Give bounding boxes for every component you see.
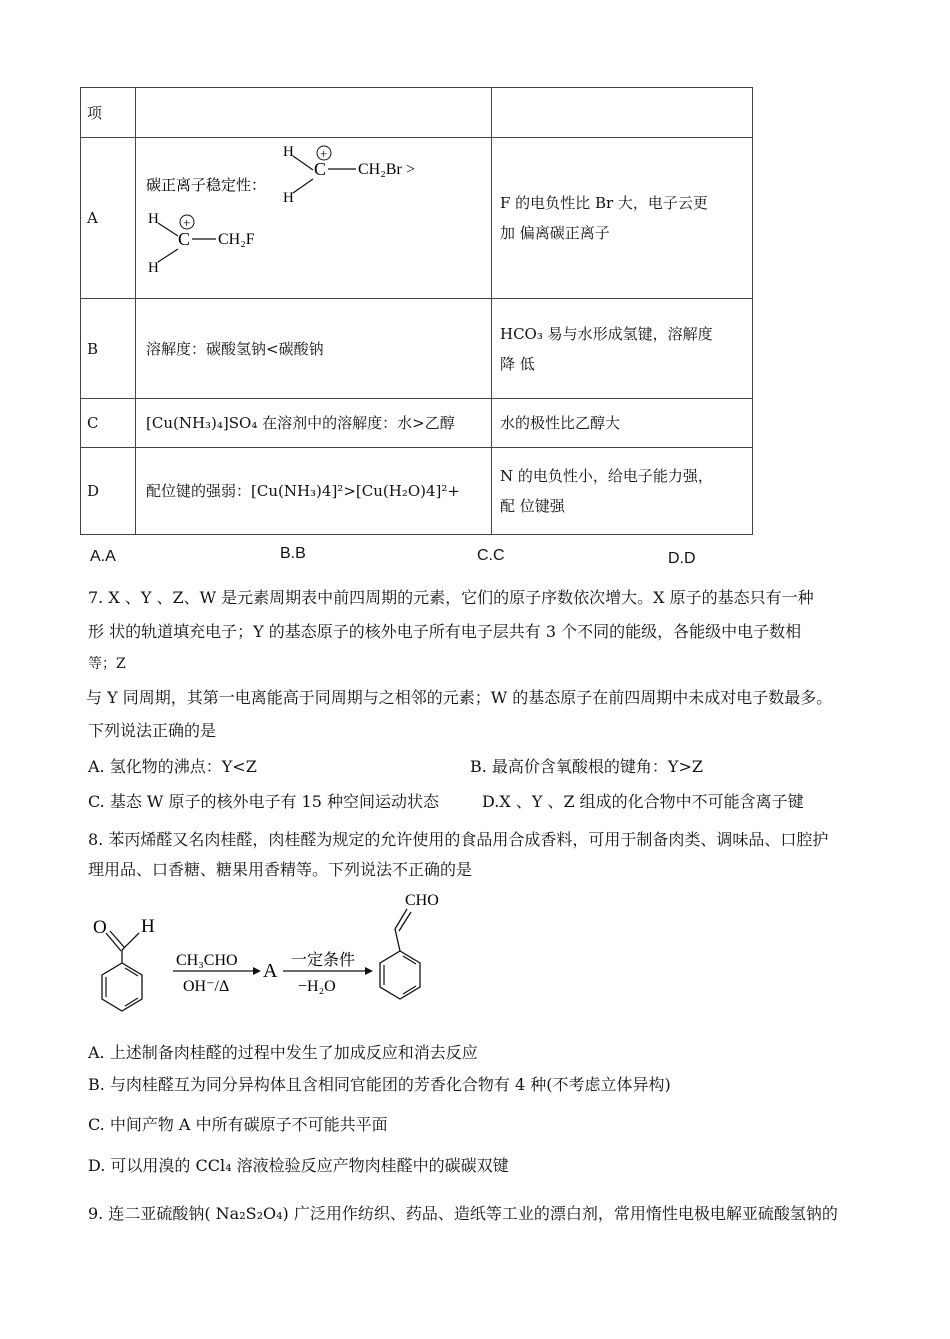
reaction-arrow-2-head — [365, 967, 373, 975]
aldehyde-h-bond — [122, 933, 139, 950]
statement-cell: [Cu(NH₃)₄]SO₄ 在溶剂中的溶解度：水>乙醇 — [136, 399, 492, 448]
ion2-group: CH₂F — [218, 231, 255, 248]
product-benzene-ring — [380, 951, 420, 999]
q7-line: 形 状的轨道填充电子；Y 的基态原子的核外电子所有电子层共有 3 个不同的能级，各能级中电子数相 — [88, 622, 802, 641]
reason-line: 配 位键强 — [500, 497, 565, 515]
q8-line: 理用品、口香糖、糖果用香精等。下列说法不正确的是 — [88, 860, 473, 879]
reagent2-top: 一定条件 — [291, 952, 356, 969]
carbocation-structures — [136, 138, 481, 299]
q8-line: 8. 苯丙烯醛又名肉桂醛，肉桂醛为规定的允许使用的食品用合成香料，可用于制备肉类、调味品、口腔护 — [88, 830, 829, 849]
benzene-ring — [102, 963, 142, 1011]
benzaldehyde-oxygen: O — [93, 917, 107, 938]
q7-line: 7. X 、Y 、Z、W 是元素周期表中前四周期的元素，它们的原子序数依次增大。X 原子的基态只有一种 — [88, 588, 814, 607]
benzaldehyde-hydrogen: H — [141, 916, 155, 937]
q7-option-a[interactable]: A. 氢化物的沸点：Y<Z — [88, 757, 257, 776]
reason-cell — [492, 448, 753, 535]
row-label: B — [81, 299, 136, 399]
q9-line: 9. 连二亚硫酸钠( Na₂S₂O₄) 广泛用作纺织、药品、造纸等工业的漂白剂，常用惰性电极电解亚硫酸氢钠的 — [88, 1204, 838, 1223]
statement-cell: 溶解度：碳酸氢钠<碳酸钠 — [136, 299, 492, 399]
q7-line: 等；Z — [88, 656, 126, 672]
product-bond — [395, 909, 407, 929]
ion1-plus: + — [320, 146, 328, 161]
ion2-h-bottom: H — [148, 260, 159, 276]
statement-prefix: 碳正离子稳定性： — [146, 178, 267, 194]
question-6-table — [80, 87, 753, 535]
q7-option-d[interactable]: D.X 、Y 、Z 组成的化合物中不可能含离子键 — [482, 792, 804, 811]
reason-line: F 的电负性比 Br 大，电子云更 — [500, 194, 708, 212]
header-cell-reason — [492, 88, 753, 138]
q6-option-c[interactable]: C.C — [477, 547, 505, 564]
row-label: D — [81, 448, 136, 535]
q6-option-b[interactable]: B.B — [280, 545, 306, 562]
product-cho: CHO — [405, 892, 439, 909]
q8-option-c[interactable]: C. 中间产物 A 中所有碳原子不可能共平面 — [88, 1115, 388, 1134]
q7-option-b[interactable]: B. 最高价含氧酸根的键角：Y>Z — [470, 757, 704, 776]
header-cell-label: 项 — [81, 88, 136, 138]
reagent1-top: CH₃CHO — [176, 952, 238, 969]
ion1-h-bottom: H — [283, 190, 294, 206]
reaction-arrow-1-head — [253, 967, 261, 975]
ion1-h-top: H — [283, 144, 294, 160]
table-row-c — [81, 399, 753, 448]
row-label: A — [81, 138, 136, 299]
header-cell-statement — [136, 88, 492, 138]
comparison-sign: > — [406, 161, 416, 178]
carbonyl-bond-double — [110, 931, 124, 947]
ion2-bond-h-bottom — [158, 249, 178, 262]
q6-option-a[interactable]: A.A — [90, 548, 116, 565]
ion2-bond-h-top — [158, 223, 178, 236]
reason-line: HCO₃ 易与水形成氢键，溶解度 — [500, 324, 713, 343]
product-double-bond — [399, 912, 411, 931]
table-row-d — [81, 448, 753, 535]
ion1-bond-h-bottom — [293, 179, 313, 193]
ion2-carbon: C — [178, 229, 191, 249]
reagent2-bottom: −H₂O — [298, 978, 336, 995]
cinnamaldehyde-synthesis-scheme — [85, 885, 465, 1020]
table-header-row — [81, 88, 753, 138]
reason-cell: 水的极性比乙醇大 — [492, 399, 753, 448]
reason-cell — [492, 299, 753, 399]
ion1-group: CH₂Br — [358, 161, 402, 178]
q7-line: 与 Y 同周期，其第一电离能高于同周期与之相邻的元素；W 的基态原子在前四周期中未成对电子数最多。 — [86, 688, 833, 707]
product-bond — [395, 929, 400, 951]
reason-cell — [492, 138, 753, 299]
q7-option-c[interactable]: C. 基态 W 原子的核外电子有 15 种空间运动状态 — [88, 792, 439, 811]
q6-option-d[interactable]: D.D — [668, 550, 696, 567]
table-row-b — [81, 299, 753, 399]
q8-option-d[interactable]: D. 可以用溴的 CCl₄ 溶液检验反应产物肉桂醛中的碳碳双键 — [88, 1156, 509, 1175]
reason-line: 加 偏离碳正离子 — [500, 224, 610, 242]
statement-cell: 配位键的强弱：[Cu(NH₃)4]²>[Cu(H₂O)4]²+ — [136, 448, 492, 535]
q8-option-a[interactable]: A. 上述制备肉桂醛的过程中发生了加成反应和消去反应 — [88, 1043, 478, 1062]
reason-line: 降 低 — [500, 354, 535, 373]
intermediate-a: A — [263, 960, 278, 982]
table-row-a — [81, 138, 753, 299]
ion1-bond-h-top — [293, 156, 313, 170]
statement-cell — [136, 138, 492, 299]
ion2-plus: + — [183, 215, 191, 230]
ion2-h-top: H — [148, 211, 159, 227]
ion1-carbon: C — [314, 159, 327, 179]
row-label: C — [81, 399, 136, 448]
q7-line: 下列说法正确的是 — [88, 721, 217, 740]
reagent1-bottom: OH⁻/Δ — [183, 978, 230, 995]
reason-line: N 的电负性小，给电子能力强， — [500, 467, 713, 485]
q8-option-b[interactable]: B. 与肉桂醛互为同分异构体且含相同官能团的芳香化合物有 4 种(不考虑立体异构) — [88, 1075, 671, 1094]
